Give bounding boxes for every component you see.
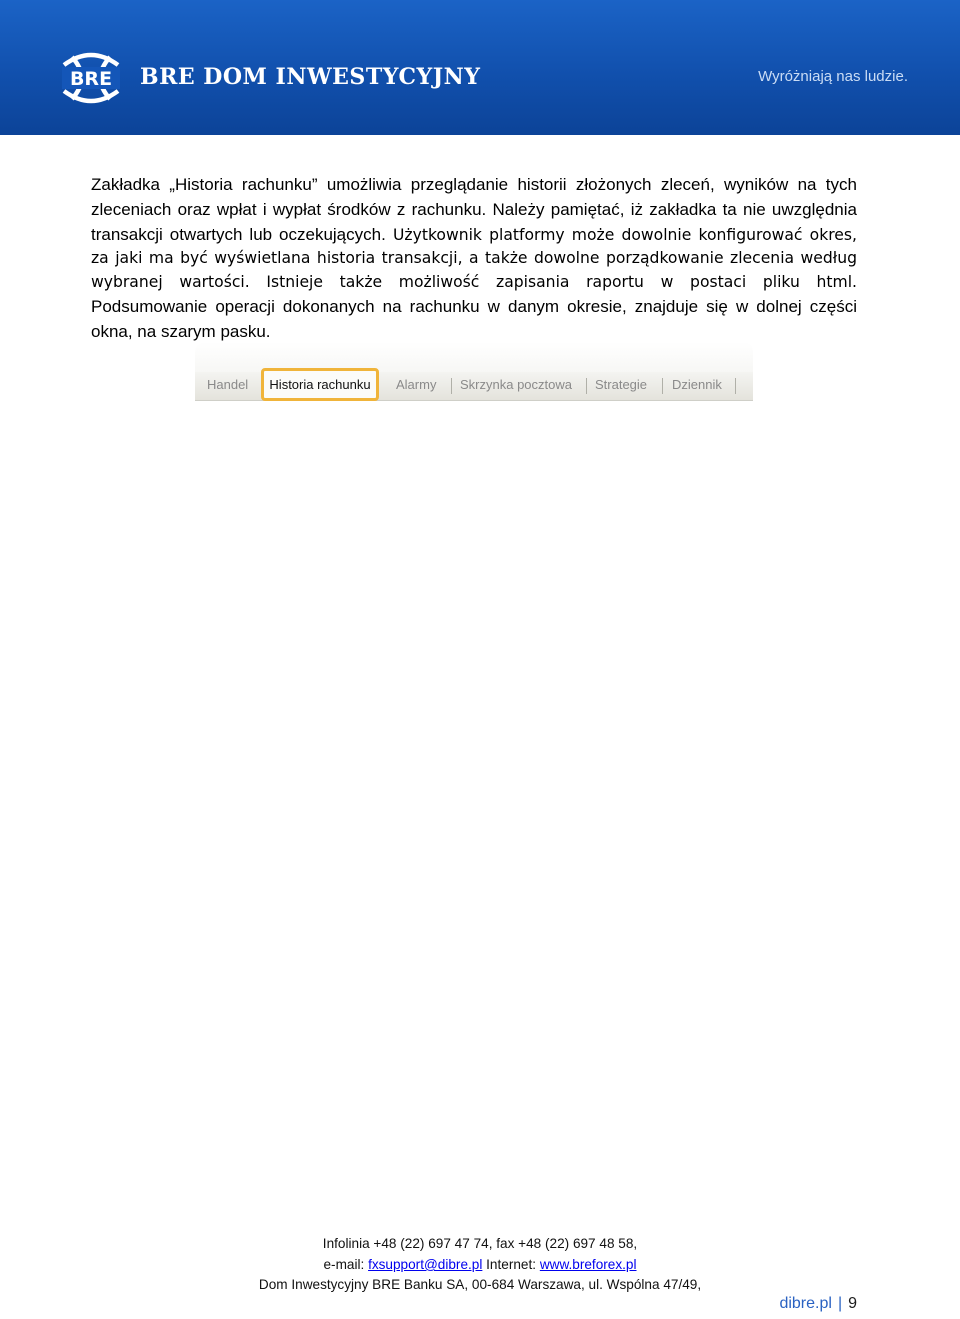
brand-name: BRE DOM INWESTYCYJNY <box>140 64 481 90</box>
divider: | <box>837 1295 843 1312</box>
paragraph-part-1: Zakładka „Historia rachunku” umożliwia przeglądanie historii złożonych zleceń, wyników na tych zleceniach oraz wpłat i wypłat środków z rachunku. Należy pamiętać, iż zakładka ta nie uwzględnia transakcji otwartych lub oczekujących. <box>91 175 857 244</box>
tab-alarmy[interactable]: Alarmy <box>396 377 437 392</box>
internet-label: Internet: <box>486 1257 537 1272</box>
paragraph-part-3: Istnieje także możliwość zapisania raportu w postaci pliku html. <box>266 273 857 292</box>
paragraph-part-2: Użytkownik platformy może dowolnie konfigurować okres, za jaki ma być wyświetlana historia transakcji, a także dowolne porządkowanie zlecenia według wybranej wartości. <box>91 225 857 292</box>
bre-logo-icon <box>56 47 126 109</box>
tab-separator <box>586 378 587 394</box>
tab-handel[interactable]: Handel <box>207 377 249 392</box>
body-paragraph <box>91 173 857 345</box>
website-link[interactable]: www.breforex.pl <box>539 1257 637 1272</box>
tab-separator <box>662 378 663 394</box>
logo-letters: BRE <box>69 68 113 90</box>
site-name: dibre.pl <box>779 1295 832 1312</box>
tab-bar-screenshot <box>195 342 753 402</box>
tagline: Wyróżniają nas ludzie. <box>758 68 908 85</box>
paragraph-part-4: Podsumowanie operacji dokonanych na rachunku w danym okresie, znajduje się w dolnej części okna, na szarym pasku. <box>91 296 857 341</box>
footer-hotline: Infolinia +48 (22) 697 47 74, fax +48 (22) 697 48 58, <box>322 1236 638 1251</box>
footer-contacts <box>0 1257 960 1272</box>
page-number-block <box>779 1295 857 1313</box>
tab-skrzynka-pocztowa[interactable]: Skrzynka pocztowa <box>460 377 572 392</box>
email-link[interactable]: fxsupport@dibre.pl <box>368 1257 483 1272</box>
tab-historia-rachunku[interactable]: Historia rachunku <box>261 368 379 401</box>
footer-address: Dom Inwestycyjny BRE Banku SA, 00-684 Warszawa, ul. Wspólna 47/49, <box>258 1277 702 1292</box>
page-header <box>0 0 960 135</box>
tab-separator <box>451 378 452 394</box>
page-number: 9 <box>848 1295 857 1312</box>
tab-dziennik[interactable]: Dziennik <box>672 377 722 392</box>
email-label: e-mail: <box>323 1257 365 1272</box>
tab-separator <box>735 378 736 394</box>
tab-strategie[interactable]: Strategie <box>595 377 648 392</box>
